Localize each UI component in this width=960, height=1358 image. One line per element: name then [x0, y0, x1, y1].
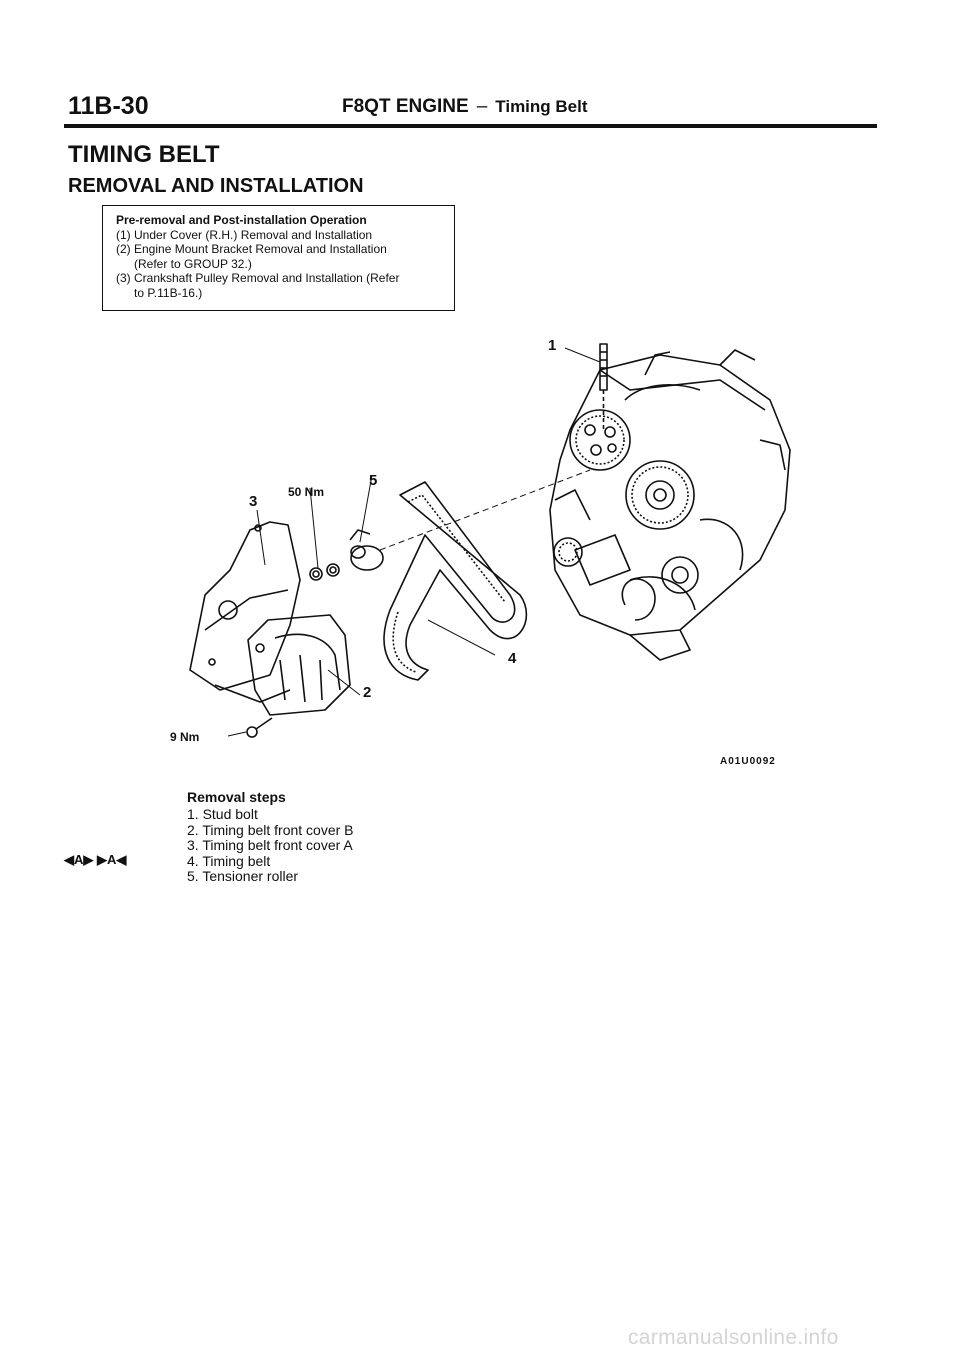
header-topic: Timing Belt: [495, 97, 588, 116]
header-engine: F8QT ENGINE: [342, 96, 469, 117]
crankshaft-sprocket: [554, 538, 582, 566]
callout-4: 4: [508, 650, 517, 667]
header-title: [342, 96, 588, 118]
watermark: carmanualsonline.info: [628, 1326, 839, 1349]
tensioner-roller-drawing: [310, 530, 383, 580]
cover-bolt-drawing: [247, 718, 272, 737]
pre-operation-item: (1) Under Cover (R.H.) Removal and Installation: [116, 227, 373, 242]
pre-operation-item: (3) Crankshaft Pulley Removal and Installation (Refer: [116, 271, 400, 285]
drive-pulley: [626, 461, 694, 529]
callout-1: 1: [548, 337, 557, 354]
page-number: 11B-30: [68, 92, 149, 120]
timing-belt-diagram: [160, 330, 800, 750]
removal-step: 4. Timing belt: [187, 852, 271, 869]
header-separator: –: [476, 96, 488, 117]
front-cover-a-drawing: [190, 522, 300, 702]
water-pump: [622, 557, 698, 620]
camshaft-pulley: [570, 410, 630, 470]
pre-operation-item: (2) Engine Mount Bracket Removal and Installation: [116, 242, 387, 256]
pre-operation-item: (Refer to GROUP 32.): [134, 256, 252, 271]
service-point-marks: ◀A▶ ▶A◀: [64, 852, 127, 867]
removal-step: 5. Tensioner roller: [187, 868, 299, 884]
figure-code: A01U0092: [720, 756, 776, 767]
pre-operation-item: to P.11B-16.): [134, 285, 203, 300]
removal-steps-list: [187, 807, 354, 885]
pre-operation-heading: Pre-removal and Post-installation Operation: [116, 213, 367, 227]
section-title: TIMING BELT: [68, 141, 220, 168]
torque-label-50nm: 50 Nm: [288, 485, 325, 499]
removal-step: 1. Stud bolt: [187, 806, 258, 822]
removal-steps-heading: Removal steps: [187, 789, 286, 805]
callout-3: 3: [249, 493, 258, 510]
torque-label-9nm: 9 Nm: [170, 730, 200, 744]
subsection-title: REMOVAL AND INSTALLATION: [68, 175, 364, 197]
header-rule: [64, 124, 877, 128]
stud-bolt-drawing: [600, 344, 607, 430]
callout-5: 5: [369, 472, 378, 489]
callout-leaders: [228, 348, 600, 736]
removal-step: 2. Timing belt front cover B: [187, 821, 354, 838]
callout-2: 2: [363, 684, 372, 701]
timing-belt-drawing: [384, 482, 526, 680]
pre-operation-box: [102, 205, 455, 311]
removal-step: 3. Timing belt front cover A: [187, 837, 353, 853]
